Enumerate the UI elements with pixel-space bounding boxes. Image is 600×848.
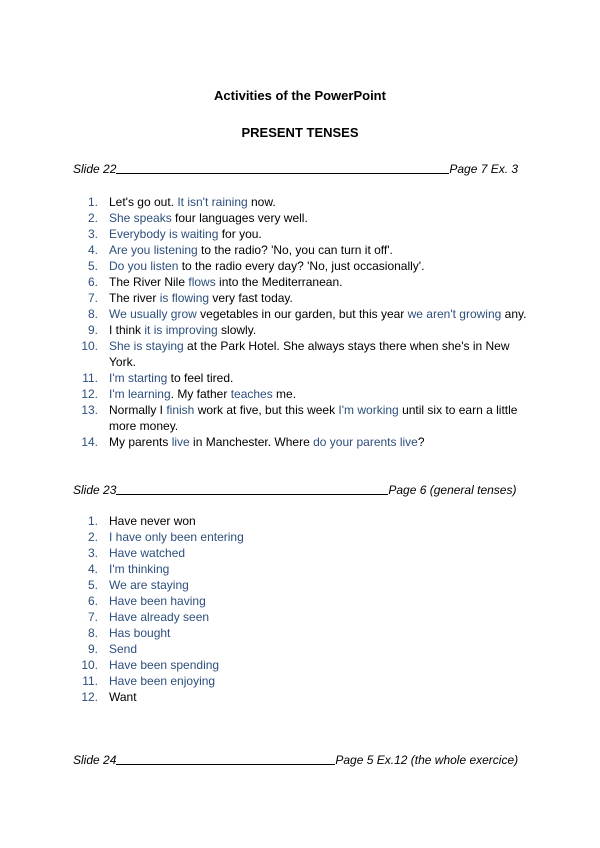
list-item bbox=[73, 226, 528, 242]
list-item-number: 2. bbox=[87, 211, 98, 225]
list-item bbox=[73, 194, 528, 210]
answer-text: Have watched bbox=[109, 546, 186, 560]
list-item-number: 8. bbox=[87, 626, 98, 640]
slide-23-reference bbox=[73, 481, 523, 497]
answer-text: Have been spending bbox=[109, 658, 220, 672]
answer-text: She is staying bbox=[109, 339, 184, 353]
sentence-text: for you. bbox=[218, 227, 262, 241]
list-item bbox=[73, 322, 528, 338]
list-item bbox=[73, 561, 528, 577]
sentence-text: until six to earn a little more money. bbox=[109, 403, 518, 433]
list-item bbox=[73, 641, 528, 657]
list-item-number: 4. bbox=[87, 562, 98, 576]
list-item-number: 12. bbox=[81, 690, 98, 704]
list-item-number: 8. bbox=[87, 307, 98, 321]
sentence-text: The river bbox=[109, 291, 160, 305]
list-item bbox=[73, 338, 528, 370]
slide-24-page: Page 5 Ex.12 (the whole exercice) bbox=[335, 753, 519, 767]
page-title: Activities of the PowerPoint bbox=[214, 88, 386, 103]
sentence-text: I think bbox=[109, 323, 145, 337]
answer-text: teaches bbox=[230, 387, 273, 401]
list-item-number: 7. bbox=[87, 610, 98, 624]
list-item bbox=[73, 290, 528, 306]
sentence-text: Have never won bbox=[109, 514, 196, 528]
list-item-number: 9. bbox=[87, 642, 98, 656]
list-item bbox=[73, 242, 528, 258]
list-item bbox=[73, 258, 528, 274]
sentence-text: any. bbox=[501, 307, 527, 321]
sentence-text: in Manchester. Where bbox=[189, 435, 314, 449]
list-item bbox=[73, 545, 528, 561]
list-item-number: 6. bbox=[87, 594, 98, 608]
answer-text: finish bbox=[166, 403, 195, 417]
list-item bbox=[73, 593, 528, 609]
answer-text: I'm starting bbox=[109, 371, 168, 385]
list-item bbox=[73, 210, 528, 226]
answer-text: Has bought bbox=[109, 626, 171, 640]
slide-22-page: Page 7 Ex. 3 bbox=[449, 162, 519, 176]
sentence-text: very fast today. bbox=[209, 291, 293, 305]
list-item bbox=[73, 673, 528, 689]
answer-text: it is improving bbox=[144, 323, 218, 337]
answer-text: Everybody is waiting bbox=[109, 227, 219, 241]
list-item-number: 3. bbox=[87, 227, 98, 241]
sentence-text: My parents bbox=[109, 435, 172, 449]
list-item-number: 1. bbox=[87, 514, 98, 528]
answer-text: Are you listening bbox=[109, 243, 198, 257]
list-item bbox=[73, 370, 528, 386]
sentence-text: . My father bbox=[170, 387, 231, 401]
sentence-text: four languages very well. bbox=[171, 211, 308, 225]
slide-23-rule bbox=[116, 482, 388, 495]
slide-24-label: Slide 24 bbox=[73, 753, 117, 767]
answer-text: Do you listen bbox=[109, 259, 179, 273]
sentence-text: to feel tired. bbox=[167, 371, 234, 385]
sentence-text: The River Nile bbox=[109, 275, 189, 289]
slide-22-rule bbox=[116, 161, 449, 174]
list-item-number: 11. bbox=[82, 371, 98, 385]
list-item bbox=[73, 529, 528, 545]
answer-text: live bbox=[171, 435, 190, 449]
list-item bbox=[73, 402, 528, 434]
list-item-number: 1. bbox=[87, 195, 98, 209]
answer-text: I'm learning bbox=[109, 387, 171, 401]
list-item bbox=[73, 306, 528, 322]
answer-text: flows bbox=[188, 275, 216, 289]
answer-text: It isn't raining bbox=[177, 195, 248, 209]
sentence-text: Want bbox=[109, 690, 137, 704]
slide-24-reference bbox=[73, 751, 523, 767]
sentence-text: Let's go out. bbox=[109, 195, 178, 209]
slide-22-reference bbox=[73, 160, 523, 176]
answer-text: She speaks bbox=[109, 211, 172, 225]
list-item-number: 4. bbox=[87, 243, 98, 257]
list-item bbox=[73, 609, 528, 625]
list-item bbox=[73, 274, 528, 290]
sentence-text: Normally I bbox=[109, 403, 167, 417]
sentence-text: at the Park Hotel. She always stays there when she's in New York. bbox=[109, 339, 510, 369]
sentence-text: to the radio? 'No, you can turn it off'. bbox=[197, 243, 393, 257]
sentence-text: vegetables in our garden, but this year bbox=[196, 307, 408, 321]
list-item-number: 10. bbox=[81, 658, 98, 672]
list-item bbox=[73, 434, 528, 450]
answer-text: Have already seen bbox=[109, 610, 210, 624]
list-item-number: 10. bbox=[81, 339, 98, 353]
list-item-number: 2. bbox=[87, 530, 98, 544]
list-item bbox=[73, 657, 528, 673]
sentence-text: to the radio every day? 'No, just occasionally'. bbox=[178, 259, 425, 273]
answer-text: Have been having bbox=[109, 594, 206, 608]
sentence-text: work at five, but this week bbox=[194, 403, 339, 417]
answer-text: Send bbox=[109, 642, 138, 656]
answer-text: do your parents live bbox=[313, 435, 418, 449]
slide-22-answer-list bbox=[73, 194, 528, 450]
answer-text: I'm thinking bbox=[109, 562, 170, 576]
list-item bbox=[73, 513, 528, 529]
list-item-number: 14. bbox=[81, 435, 98, 449]
list-item-number: 9. bbox=[87, 323, 98, 337]
sentence-text: slowly. bbox=[217, 323, 257, 337]
answer-text: we aren't growing bbox=[407, 307, 502, 321]
list-item-number: 5. bbox=[87, 578, 98, 592]
answer-text: We usually grow bbox=[109, 307, 197, 321]
list-item bbox=[73, 625, 528, 641]
slide-23-label: Slide 23 bbox=[73, 483, 117, 497]
slide-24-rule bbox=[116, 752, 335, 765]
list-item-number: 7. bbox=[87, 291, 98, 305]
sentence-text: me. bbox=[272, 387, 297, 401]
sentence-text: now. bbox=[247, 195, 276, 209]
list-item-number: 13. bbox=[81, 403, 98, 417]
answer-text: Have been enjoying bbox=[109, 674, 216, 688]
slide-22-label: Slide 22 bbox=[73, 162, 117, 176]
section-title: PRESENT TENSES bbox=[241, 125, 359, 140]
list-item-number: 6. bbox=[87, 275, 98, 289]
list-item bbox=[73, 689, 528, 705]
list-item bbox=[73, 386, 528, 402]
sentence-text: into the Mediterranean. bbox=[215, 275, 343, 289]
answer-text: We are staying bbox=[109, 578, 189, 592]
list-item-number: 3. bbox=[87, 546, 98, 560]
sentence-text: ? bbox=[417, 435, 425, 449]
list-item bbox=[73, 577, 528, 593]
slide-23-page: Page 6 (general tenses) bbox=[388, 483, 517, 497]
slide-23-answer-list bbox=[73, 513, 528, 705]
answer-text: I'm working bbox=[338, 403, 399, 417]
answer-text: is flowing bbox=[159, 291, 210, 305]
answer-text: I have only been entering bbox=[109, 530, 244, 544]
list-item-number: 5. bbox=[87, 259, 98, 273]
list-item-number: 11. bbox=[82, 674, 98, 688]
list-item-number: 12. bbox=[81, 387, 98, 401]
